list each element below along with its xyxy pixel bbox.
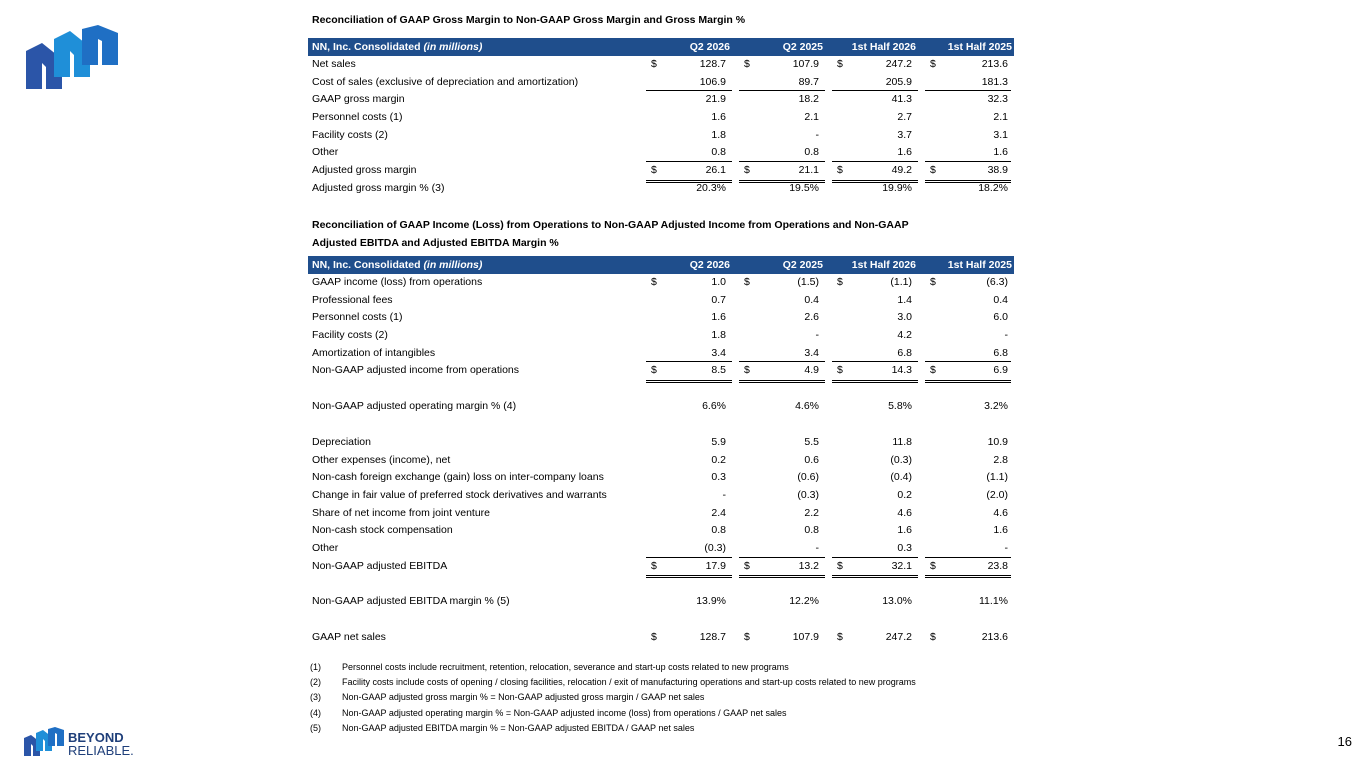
cell-value: 205.9 <box>885 75 912 88</box>
cell-value: 3.7 <box>897 128 912 141</box>
row-label: Net sales <box>312 58 356 70</box>
cell-value: 5.8% <box>888 400 912 413</box>
cell-value: (0.6) <box>797 471 819 484</box>
cell-value: 10.9 <box>987 435 1008 448</box>
cell-value: 38.9 <box>987 164 1008 177</box>
nn-logo-icon <box>26 25 118 89</box>
cell-value: 1.6 <box>897 146 912 159</box>
cell-value: 0.3 <box>711 471 726 484</box>
cell-value: 4.9 <box>804 364 819 377</box>
currency-symbol: $ <box>744 58 750 70</box>
table-row <box>308 540 1014 558</box>
row-label: Non-GAAP adjusted EBITDA margin % (5) <box>312 595 510 608</box>
cell-value: 6.6% <box>702 400 726 413</box>
table-row <box>308 362 1014 380</box>
cell-value: 3.1 <box>993 128 1008 141</box>
table-row <box>308 91 1014 109</box>
header-label-main: NN, Inc. Consolidated <box>312 259 421 271</box>
cell-value: 0.3 <box>897 541 912 554</box>
cell-value: 128.7 <box>699 631 726 643</box>
brand-line2: RELIABLE. <box>68 743 134 758</box>
currency-symbol: $ <box>837 631 843 643</box>
currency-symbol: $ <box>651 276 657 288</box>
currency-symbol: $ <box>651 559 657 572</box>
cell-value: 107.9 <box>792 58 819 70</box>
row-label: GAAP net sales <box>312 631 386 643</box>
cell-value: 2.1 <box>804 111 819 124</box>
cell-value: 2.2 <box>804 506 819 519</box>
total-double-underline <box>925 575 1011 578</box>
table-row <box>308 274 1014 292</box>
table-row <box>308 505 1014 523</box>
cell-value: 5.9 <box>711 435 726 448</box>
cell-value: 3.4 <box>711 346 726 359</box>
cell-value: 6.0 <box>993 311 1008 324</box>
currency-symbol: $ <box>837 164 843 177</box>
cell-value: 2.7 <box>897 111 912 124</box>
table-row <box>308 109 1014 127</box>
row-label: Change in fair value of preferred stock derivatives and warrants <box>312 488 607 501</box>
cell-value: 21.1 <box>798 164 819 177</box>
currency-symbol: $ <box>651 58 657 70</box>
header-label-main: NN, Inc. Consolidated <box>312 41 421 53</box>
cell-value: - <box>1004 329 1008 342</box>
cell-value: 1.4 <box>897 293 912 306</box>
footnote-text: Non-GAAP adjusted gross margin % = Non-GAAP adjusted gross margin / GAAP net sales <box>342 692 705 703</box>
cell-value: - <box>815 329 819 342</box>
currency-symbol: $ <box>930 631 936 643</box>
cell-value: 13.2 <box>798 559 819 572</box>
cell-value: 49.2 <box>891 164 912 177</box>
cell-value: 2.4 <box>711 506 726 519</box>
cell-value: 6.8 <box>897 346 912 359</box>
row-label: GAAP gross margin <box>312 93 405 106</box>
cell-value: 4.6 <box>897 506 912 519</box>
currency-symbol: $ <box>744 364 750 377</box>
row-label: Professional fees <box>312 293 393 306</box>
cell-value: 0.4 <box>804 293 819 306</box>
column-header: Q2 2025 <box>782 259 823 271</box>
cell-value: 0.8 <box>804 524 819 537</box>
cell-value: 14.3 <box>891 364 912 377</box>
table-row <box>308 629 1014 647</box>
cell-value: 2.8 <box>993 453 1008 466</box>
row-label: Share of net income from joint venture <box>312 506 491 519</box>
cell-value: 4.6% <box>795 400 819 413</box>
currency-symbol: $ <box>651 631 657 643</box>
total-double-underline <box>739 575 825 578</box>
table-header <box>308 256 1014 274</box>
row-label: Facility costs (2) <box>312 128 388 141</box>
cell-value: 3.2% <box>984 400 1008 413</box>
table-row <box>308 292 1014 310</box>
cell-value: 18.2 <box>798 93 819 106</box>
cell-value: 89.7 <box>798 75 819 88</box>
table-row <box>308 345 1014 363</box>
column-header: 1st Half 2026 <box>851 259 916 271</box>
cell-value: (0.3) <box>704 541 726 554</box>
table-header <box>308 38 1014 56</box>
cell-value: 6.9 <box>993 364 1008 377</box>
cell-value: 6.8 <box>993 346 1008 359</box>
header-label <box>312 256 482 274</box>
total-double-underline <box>739 380 825 383</box>
currency-symbol: $ <box>651 364 657 377</box>
footnote-text: Non-GAAP adjusted operating margin % = Non-GAAP adjusted income (loss) from operations / GAAP net sales <box>342 707 787 718</box>
cell-value: - <box>1004 541 1008 554</box>
currency-symbol: $ <box>837 276 843 288</box>
column-header: 1st Half 2025 <box>947 41 1012 53</box>
currency-symbol: $ <box>651 164 657 177</box>
row-label: Adjusted gross margin <box>312 164 417 177</box>
cell-value: 32.3 <box>987 93 1008 106</box>
row-label: Cost of sales (exclusive of depreciation and amortization) <box>312 75 579 88</box>
cell-value: 11.1% <box>979 595 1008 608</box>
row-label: Personnel costs (1) <box>312 111 403 124</box>
row-label: Amortization of intangibles <box>312 346 436 359</box>
page-number: 16 <box>1337 734 1352 749</box>
row-label: Other expenses (income), net <box>312 453 451 466</box>
cell-value: 1.6 <box>993 524 1008 537</box>
cell-value: (1.1) <box>986 471 1008 484</box>
table-row <box>308 487 1014 505</box>
cell-value: 1.6 <box>711 311 726 324</box>
cell-value: 4.6 <box>993 506 1008 519</box>
column-header: 1st Half 2026 <box>851 41 916 53</box>
table-row <box>308 162 1014 180</box>
cell-value: 247.2 <box>885 58 912 70</box>
cell-value: 19.9% <box>882 181 912 194</box>
cell-value: 41.3 <box>891 93 912 106</box>
cell-value: 11.8 <box>892 435 912 448</box>
table-row <box>308 522 1014 540</box>
cell-value: 21.9 <box>705 93 726 106</box>
row-label: Adjusted gross margin % (3) <box>312 181 445 194</box>
cell-value: (0.3) <box>890 453 912 466</box>
currency-symbol: $ <box>930 559 936 572</box>
cell-value: 1.6 <box>993 146 1008 159</box>
cell-value: 213.6 <box>981 58 1008 70</box>
cell-value: 247.2 <box>885 631 912 643</box>
gross-margin-table <box>308 38 1014 198</box>
currency-symbol: $ <box>837 364 843 377</box>
footnote-text: Non-GAAP adjusted EBITDA margin % = Non-GAAP adjusted EBITDA / GAAP net sales <box>342 722 695 733</box>
table-row <box>308 593 1014 611</box>
cell-value: - <box>815 128 819 141</box>
cell-value: (1.5) <box>797 276 819 288</box>
header-label-units: (in millions) <box>423 41 483 53</box>
cell-value: 19.5% <box>789 181 819 194</box>
header-label <box>312 38 482 56</box>
row-label: Non-cash stock compensation <box>312 524 453 537</box>
cell-value: 5.5 <box>804 435 819 448</box>
column-header: Q2 2026 <box>689 259 730 271</box>
column-header: Q2 2025 <box>782 41 823 53</box>
cell-value: 0.7 <box>711 293 726 306</box>
footnote-number: (3) <box>310 692 321 703</box>
row-spacer <box>308 416 1014 434</box>
row-label: Facility costs (2) <box>312 329 388 342</box>
table-row <box>308 180 1014 198</box>
footnote-text: Personnel costs include recruitment, retention, relocation, severance and start-up costs related to new programs <box>342 662 789 672</box>
currency-symbol: $ <box>744 559 750 572</box>
cell-value: 20.3% <box>696 181 726 194</box>
cell-value: 12.2% <box>789 595 819 608</box>
cell-value: 23.8 <box>987 559 1008 572</box>
cell-value: 0.4 <box>993 293 1008 306</box>
table-row <box>308 469 1014 487</box>
cell-value: 1.8 <box>711 128 726 141</box>
table-row <box>308 452 1014 470</box>
cell-value: 1.6 <box>897 524 912 537</box>
footnote-number: (2) <box>310 677 321 688</box>
currency-symbol: $ <box>930 58 936 70</box>
cell-value: 32.1 <box>891 559 912 572</box>
table-row <box>308 558 1014 576</box>
brand-line1: BEYOND <box>68 730 124 745</box>
row-label: GAAP income (loss) from operations <box>312 276 483 288</box>
cell-value: 213.6 <box>981 631 1008 643</box>
beyond-reliable-logo-icon <box>22 726 167 758</box>
currency-symbol: $ <box>837 58 843 70</box>
footnote-text: Facility costs include costs of opening / closing facilities, relocation / exit of manufacturing operations and start-up costs related to new programs <box>342 677 916 688</box>
cell-value: - <box>815 541 819 554</box>
ebitda-table <box>308 256 1014 647</box>
row-label: Other <box>312 146 339 159</box>
cell-value: 106.9 <box>699 75 726 88</box>
row-label: Non-GAAP adjusted EBITDA <box>312 559 448 572</box>
cell-value: (0.4) <box>890 471 912 484</box>
header-label-units: (in millions) <box>423 259 483 271</box>
table-row <box>308 434 1014 452</box>
cell-value: 0.8 <box>804 146 819 159</box>
table2-title-line1: Reconciliation of GAAP Income (Loss) from Operations to Non-GAAP Adjusted Income from Operations and Non-GAAP <box>312 219 909 231</box>
footnote-number: (5) <box>310 722 321 733</box>
cell-value: 0.2 <box>897 488 912 501</box>
currency-symbol: $ <box>837 559 843 572</box>
total-double-underline <box>925 380 1011 383</box>
cell-value: 2.6 <box>804 311 819 324</box>
cell-value: 0.8 <box>711 524 726 537</box>
table-row <box>308 56 1014 74</box>
cell-value: 2.1 <box>993 111 1008 124</box>
row-label: Personnel costs (1) <box>312 311 403 324</box>
footnote-number: (4) <box>310 707 321 718</box>
column-header: 1st Half 2025 <box>947 259 1012 271</box>
table2-title-line2: Adjusted EBITDA and Adjusted EBITDA Margin % <box>312 237 559 249</box>
table-row <box>308 144 1014 162</box>
row-spacer <box>308 611 1014 629</box>
cell-value: 107.9 <box>792 631 819 643</box>
cell-value: 1.6 <box>711 111 726 124</box>
cell-value: - <box>722 488 726 501</box>
currency-symbol: $ <box>744 276 750 288</box>
currency-symbol: $ <box>930 364 936 377</box>
cell-value: (0.3) <box>797 488 819 501</box>
total-double-underline <box>832 380 918 383</box>
cell-value: 13.0% <box>882 595 912 608</box>
cell-value: (2.0) <box>986 488 1008 501</box>
cell-value: 1.8 <box>711 329 726 342</box>
cell-value: 181.3 <box>981 75 1008 88</box>
cell-value: 1.0 <box>711 276 726 288</box>
cell-value: 18.2% <box>978 181 1008 194</box>
cell-value: 8.5 <box>711 364 726 377</box>
total-double-underline <box>832 575 918 578</box>
row-label: Depreciation <box>312 435 371 448</box>
currency-symbol: $ <box>744 631 750 643</box>
row-label: Non-cash foreign exchange (gain) loss on inter-company loans <box>312 471 604 484</box>
total-double-underline <box>646 380 732 383</box>
cell-value: 13.9% <box>696 595 726 608</box>
footnote-number: (1) <box>310 662 321 672</box>
table1-title: Reconciliation of GAAP Gross Margin to Non-GAAP Gross Margin and Gross Margin % <box>312 14 746 26</box>
table-row <box>308 309 1014 327</box>
currency-symbol: $ <box>744 164 750 177</box>
cell-value: (1.1) <box>890 276 912 288</box>
row-label: Non-GAAP adjusted income from operations <box>312 364 519 377</box>
table-row <box>308 74 1014 92</box>
column-header: Q2 2026 <box>689 41 730 53</box>
currency-symbol: $ <box>930 164 936 177</box>
currency-symbol: $ <box>930 276 936 288</box>
cell-value: 0.2 <box>711 453 726 466</box>
table-row <box>308 127 1014 145</box>
table-row <box>308 327 1014 345</box>
cell-value: 26.1 <box>705 164 726 177</box>
cell-value: 0.8 <box>711 146 726 159</box>
cell-value: 3.0 <box>897 311 912 324</box>
row-label: Other <box>312 541 339 554</box>
cell-value: 0.6 <box>804 453 819 466</box>
cell-value: 17.9 <box>705 559 726 572</box>
cell-value: (6.3) <box>986 276 1008 288</box>
cell-value: 128.7 <box>699 58 726 70</box>
cell-value: 4.2 <box>897 329 912 342</box>
cell-value: 3.4 <box>804 346 819 359</box>
row-label: Non-GAAP adjusted operating margin % (4) <box>312 400 517 413</box>
table-row <box>308 398 1014 416</box>
total-double-underline <box>646 575 732 578</box>
